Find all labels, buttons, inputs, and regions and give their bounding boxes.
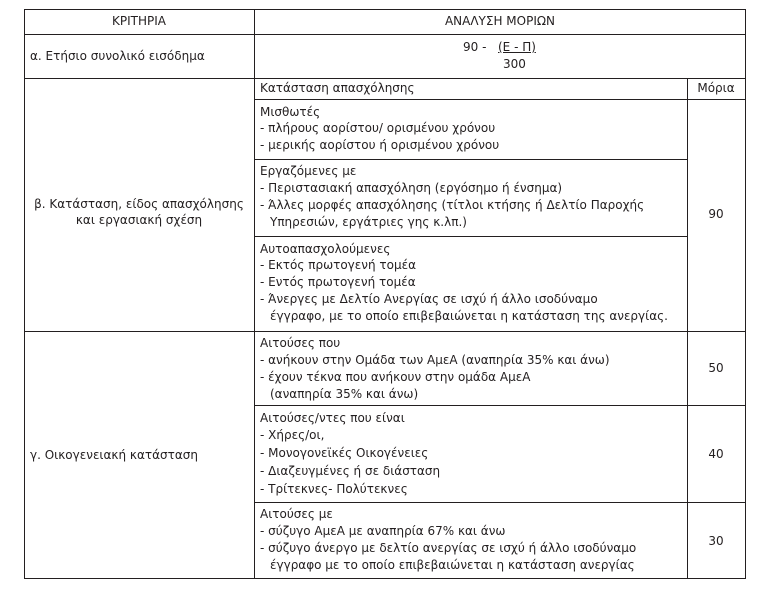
list-item: - Εκτός πρωτογενή τομέα: [260, 258, 416, 272]
list-item: Αιτούσες/ντες που είναι: [260, 411, 405, 425]
list-item: - ανήκουν στην Ομάδα των ΑμεΑ (αναπηρία 35% και άνω): [260, 353, 610, 367]
border-subheader-bottom: [254, 99, 746, 100]
row-c-points-1: 50: [708, 361, 724, 375]
border-b-group1-bottom: [254, 159, 687, 160]
list-item: - σύζυγο άνεργο με δελτίο ανεργίας σε ισχύ ή άλλο ισοδύναμο: [260, 541, 637, 555]
list-item: έγγραφο, με το οποίο επιβεβαιώνεται η κατάσταση της ανεργίας.: [270, 309, 668, 323]
border-c-group1-bottom: [254, 405, 746, 406]
list-item: Αιτούσες που: [260, 336, 341, 350]
list-item: Αυτοαπασχολούμενες: [260, 242, 391, 256]
list-item: Μισθωτές: [260, 105, 321, 119]
header-analysis: ΑΝΑΛΥΣΗ ΜΟΡΙΩΝ: [444, 14, 556, 28]
border-col-divider: [254, 9, 255, 579]
border-left: [24, 9, 25, 579]
points-header: Μόρια: [697, 81, 735, 95]
list-item: (αναπηρία 35% και άνω): [270, 387, 419, 401]
row-b-points: 90: [708, 207, 724, 221]
list-item: - Άλλες μορφές απασχόλησης (τίτλοι κτήσης ή Δελτίο Παροχής: [260, 198, 645, 212]
row-c-points-2: 40: [708, 447, 724, 461]
row-b-label-line1: β. Κατάσταση, είδος απασχόλησης: [34, 197, 244, 211]
border-c-group2-bottom: [254, 502, 746, 503]
list-item: - Άνεργες με Δελτίο Ανεργίας σε ισχύ ή άλλο ισοδύναμο: [260, 292, 598, 306]
list-item: - μερικής αορίστου ή ορισμένου χρόνου: [260, 138, 500, 152]
border-right: [745, 9, 746, 579]
list-item: - σύζυγο ΑμεΑ με αναπηρία 67% και άνω: [260, 524, 506, 538]
row-a-label: α. Ετήσιο συνολικό εισόδημα: [30, 49, 205, 63]
border-bottom: [24, 578, 746, 579]
list-item: - Χήρες/οι,: [260, 428, 325, 442]
list-item: έγγραφο με το οποίο επιβεβαιώνεται η κατάσταση ανεργίας: [270, 558, 635, 572]
list-item: - Εντός πρωτογενή τομέα: [260, 275, 416, 289]
formula-numerator: (Ε - Π): [498, 40, 536, 54]
border-b-group2-bottom: [254, 236, 687, 237]
border-row-b-bottom: [24, 331, 746, 332]
border-points-divider: [687, 78, 688, 579]
list-item: Εργαζόμενες με: [260, 164, 357, 178]
employment-subheader: Κατάσταση απασχόλησης: [260, 81, 415, 95]
list-item: - πλήρους αορίστου/ ορισμένου χρόνου: [260, 121, 496, 135]
border-header-bottom: [24, 34, 746, 35]
list-item: - Μονογονεϊκές Οικογένειες: [260, 446, 429, 460]
border-row-a-bottom: [24, 78, 746, 79]
header-criteria: ΚΡΙΤΗΡΙΑ: [112, 14, 166, 28]
border-top: [24, 9, 746, 10]
list-item: - Τρίτεκνες- Πολύτεκνες: [260, 482, 408, 496]
list-item: - έχουν τέκνα που ανήκουν στην ομάδα ΑμεΑ: [260, 370, 531, 384]
formula-prefix: 90 -: [463, 40, 487, 54]
list-item: Υπηρεσιών, εργάτριες γης κ.λπ.): [270, 215, 467, 229]
formula-denominator: 300: [503, 57, 526, 71]
row-b-label-line2: και εργασιακή σχέση: [75, 213, 203, 227]
row-c-points-3: 30: [708, 534, 724, 548]
list-item: - Διαζευγμένες ή σε διάσταση: [260, 464, 441, 478]
list-item: - Περιστασιακή απασχόληση (εργόσημο ή ένσημα): [260, 181, 563, 195]
row-c-label: γ. Οικογενειακή κατάσταση: [30, 448, 198, 462]
list-item: Αιτούσες με: [260, 507, 333, 521]
